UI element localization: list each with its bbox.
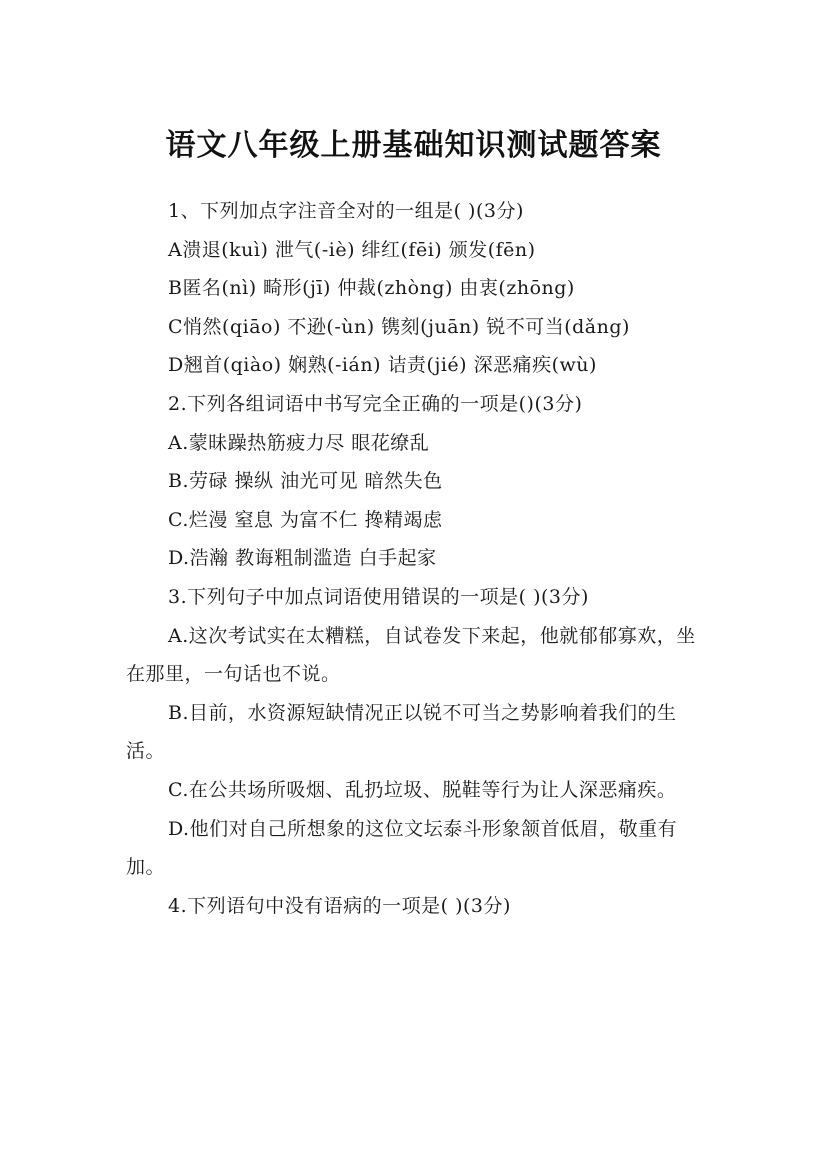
question-2-option-a: A.蒙昧躁热筋疲力尽 眼花缭乱 xyxy=(168,431,430,454)
question-2-option-c: C.烂漫 窒息 为富不仁 搀精竭虑 xyxy=(168,508,443,531)
document-body xyxy=(126,192,706,925)
question-3-option-b: B.目前，水资源短缺情况正以锐不可当之势影响着我们的生活。 xyxy=(126,701,677,763)
question-3-stem: 3.下列句子中加点词语使用错误的一项是( )(3分) xyxy=(168,585,589,608)
question-1-option-c: C悄然(qiāo) 不逊(-ùn) 镌刻(juān) 锐不可当(dǎng) xyxy=(168,315,630,338)
question-2-option-d: D.浩瀚 教诲粗制滥造 白手起家 xyxy=(168,547,437,570)
question-3-option-c: C.在公共场所吸烟、乱扔垃圾、脱鞋等行为让人深恶痛疾。 xyxy=(168,778,677,801)
question-3-option-d: D.他们对自己所想象的这位文坛泰斗形象颔首低眉，敬重有加。 xyxy=(126,817,678,879)
question-2-option-b: B.劳碌 操纵 油光可见 暗然失色 xyxy=(168,470,443,493)
question-1-stem: 1、下列加点字注音全对的一组是( )(3分) xyxy=(168,200,524,222)
page-title: 语文八年级上册基础知识测试题答案 xyxy=(165,128,662,164)
question-1-option-a: A溃退(kuì) 泄气(-iè) 绯红(fēi) 颁发(fēn) xyxy=(168,238,536,261)
question-1-option-d: D翘首(qiào) 娴熟(-ián) 诘责(jié) 深恶痛疾(wù) xyxy=(168,354,597,377)
question-1-option-b: B匿名(nì) 畸形(jī) 仲裁(zhòng) 由衷(zhōng) xyxy=(168,277,575,300)
question-3-option-a: A.这次考试实在太糟糕，自试卷发下来起，他就郁郁寡欢，坐在那里，一句话也不说。 xyxy=(126,624,696,686)
question-2-stem: 2.下列各组词语中书写完全正确的一项是()(3分) xyxy=(168,392,583,415)
question-4-stem: 4.下列语句中没有语病的一项是( )(3分) xyxy=(168,894,511,917)
